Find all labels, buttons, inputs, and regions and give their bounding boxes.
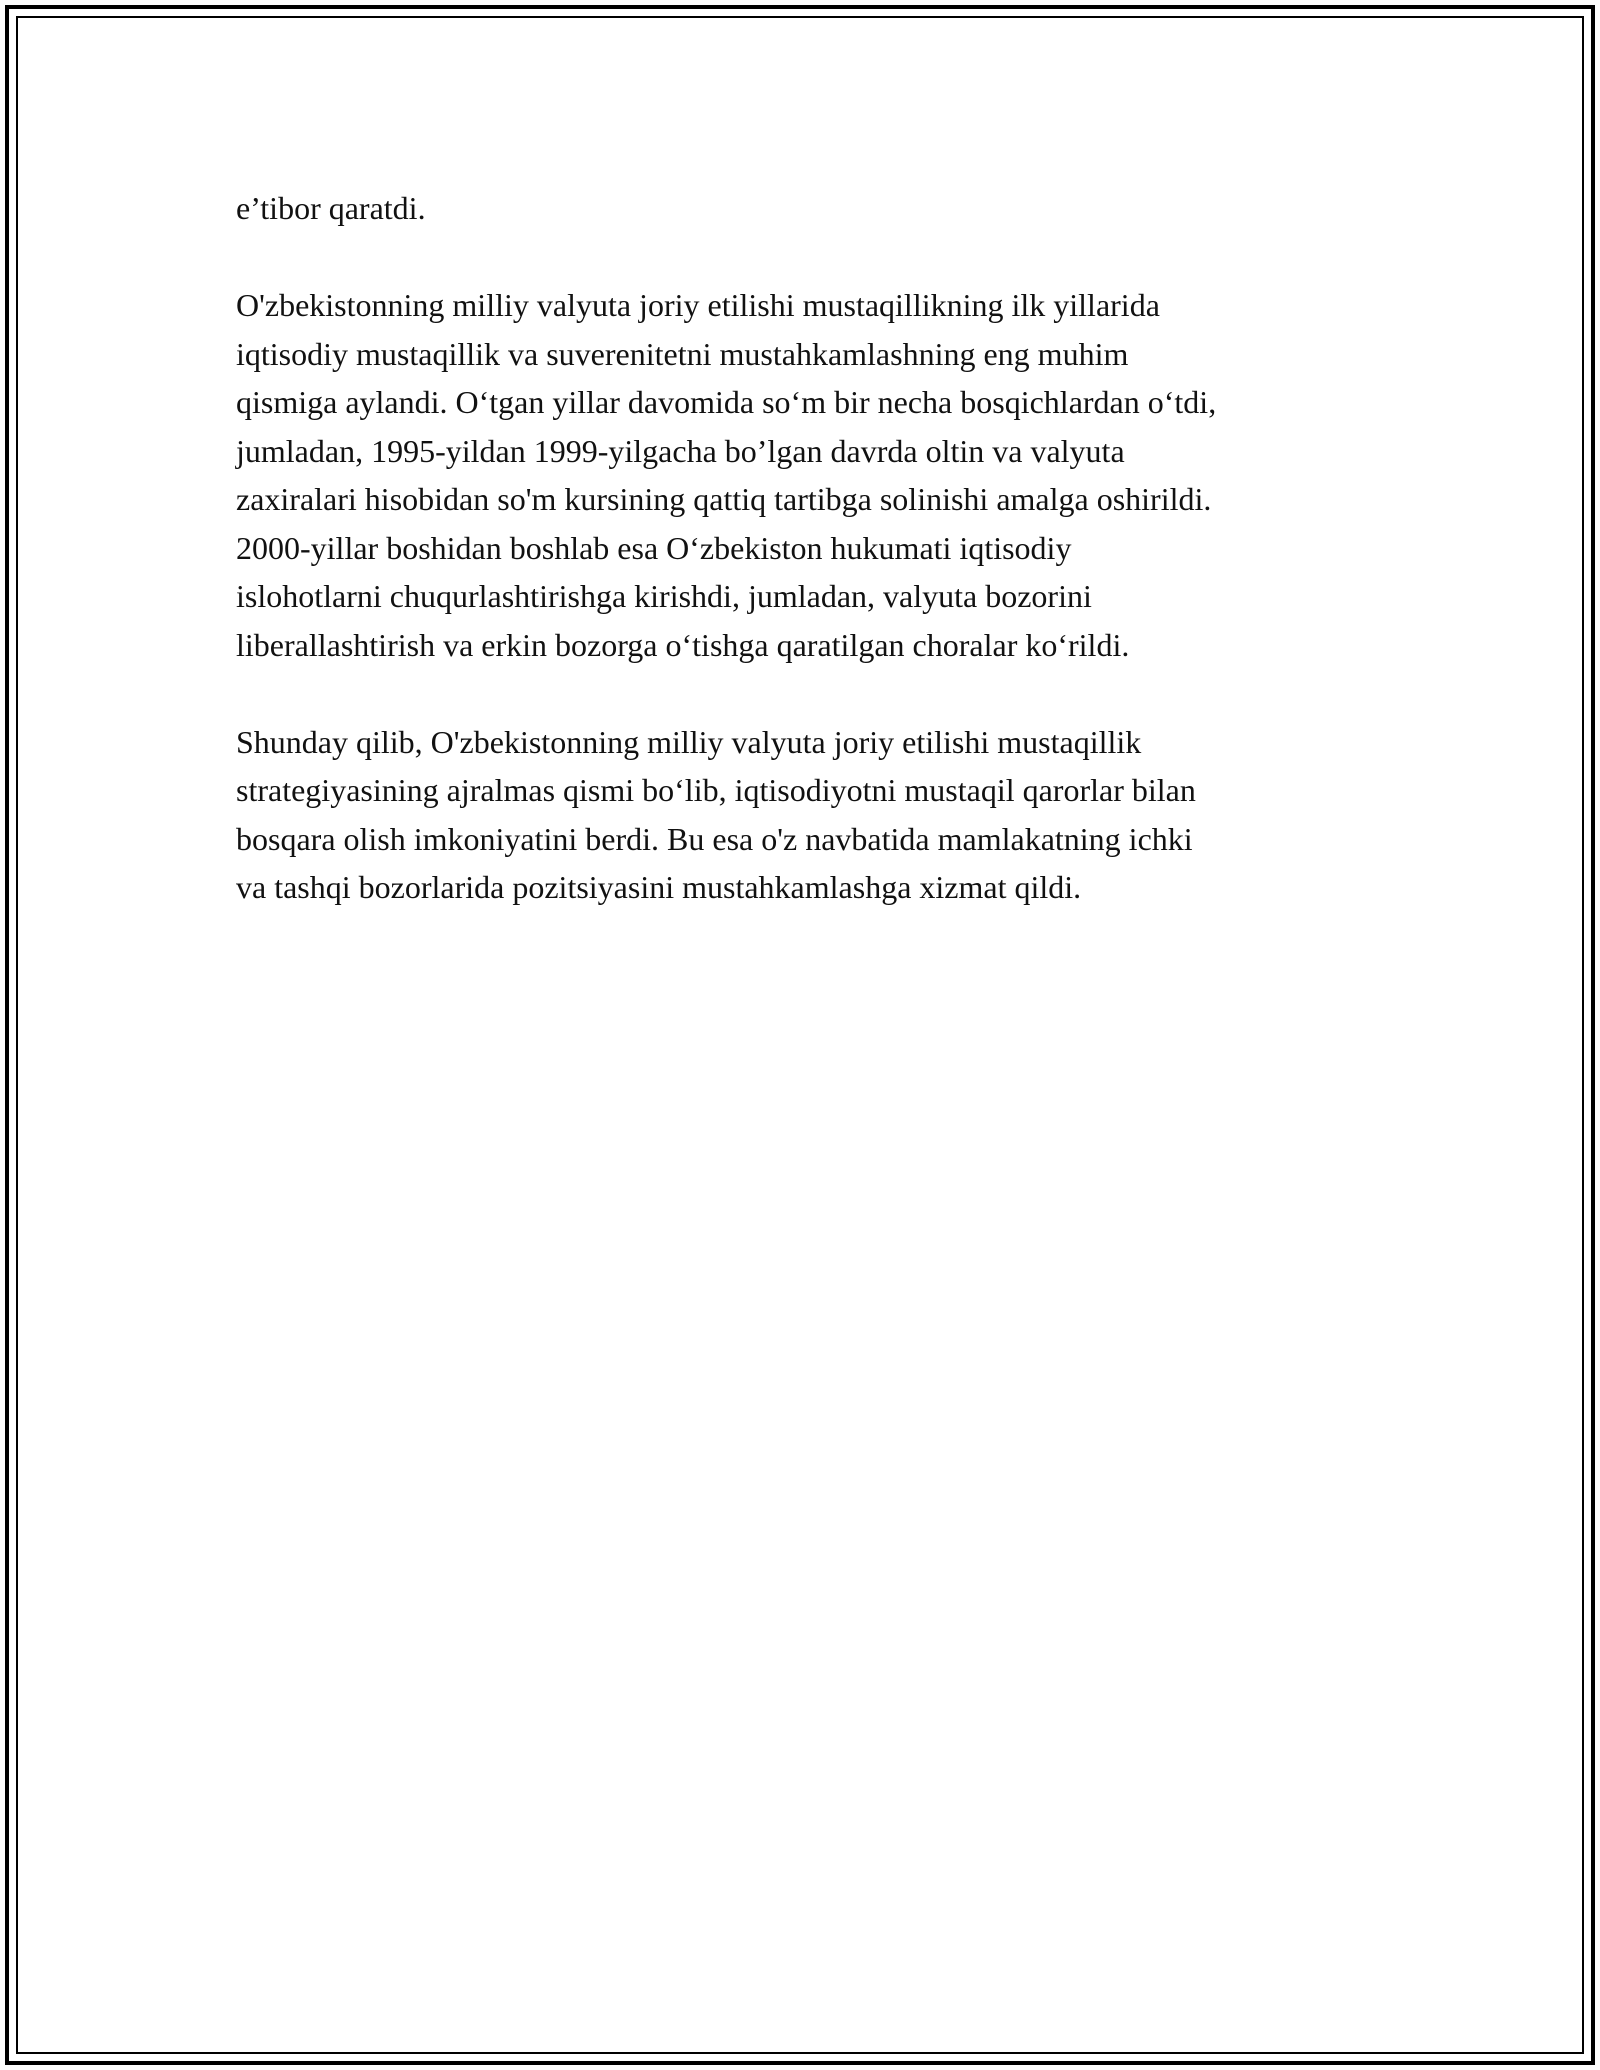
text-line: e’tibor qaratdi. (236, 190, 426, 226)
text-line: islohotlarni chuqurlashtirishga kirishdi, jumladan, valyuta bozorini (236, 578, 1092, 614)
document-body (236, 184, 1386, 960)
text-line: qismiga aylandi. O‘tgan yillar davomida so‘m bir necha bosqichlardan o‘tdi, (236, 384, 1217, 420)
text-line: 2000-yillar boshidan boshlab esa O‘zbekiston hukumati iqtisodiy (236, 529, 1072, 566)
paragraph-conclusion (236, 718, 1386, 912)
paragraph-currency-history (236, 281, 1386, 669)
text-line: bosqara olish imkoniyatini berdi. Bu esa o'z navbatida mamlakatning ichki (236, 820, 1193, 857)
text-line: zaxiralari hisobidan so'm kursining qattiq tartibga solinishi amalga oshirildi. (236, 481, 1212, 517)
text-line: O'zbekistonning milliy valyuta joriy etilishi mustaqillikning ilk yillarida (236, 287, 1160, 323)
paragraph-continuation (236, 184, 1386, 233)
text-line: va tashqi bozorlarida pozitsiyasini mustahkamlashga xizmat qildi. (236, 869, 1082, 905)
text-line: liberallashtirish va erkin bozorga o‘tishga qaratilgan choralar ko‘rildi. (236, 626, 1130, 663)
text-line: strategiyasining ajralmas qismi bo‘lib, iqtisodiyotni mustaqil qarorlar bilan (236, 772, 1196, 808)
text-line: iqtisodiy mustaqillik va suverenitetni mustahkamlashning eng muhim (236, 335, 1129, 372)
text-line: Shunday qilib, O'zbekistonning milliy valyuta joriy etilishi mustaqillik (236, 723, 1142, 760)
text-line: jumladan, 1995-yildan 1999-yilgacha bo’lgan davrda oltin va valyuta (236, 432, 1125, 469)
